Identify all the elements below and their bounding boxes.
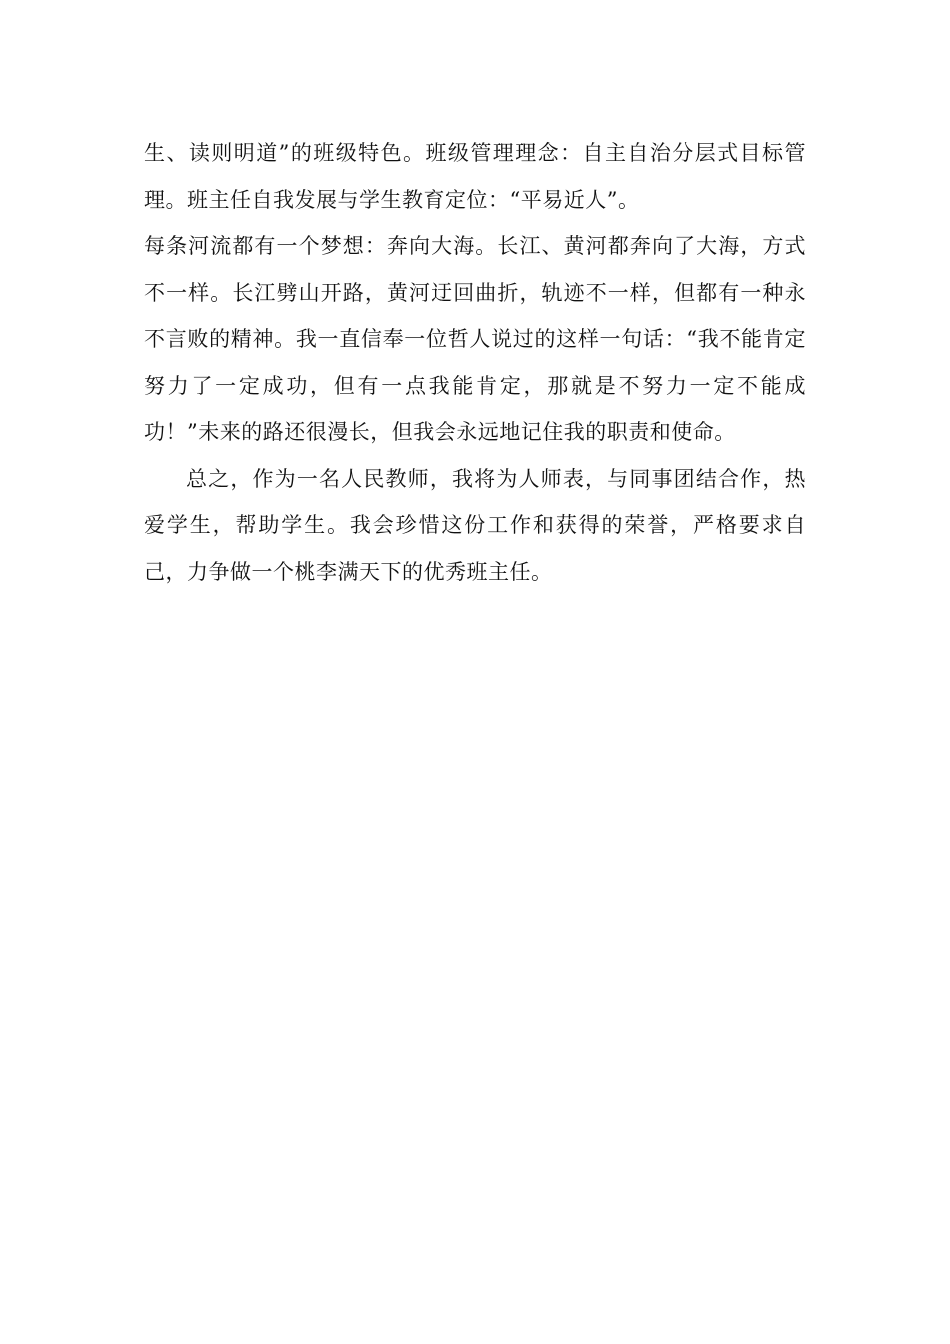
paragraph-conclusion: 总之，作为一名人民教师，我将为人师表，与同事团结合作，热爱学生，帮助学生。我会珍惜这份工作和获得的荣誉，严格要求自己，力争做一个桃李满天下的优秀班主任。: [144, 466, 806, 584]
paragraph-continued: 生、读则明道”的班级特色。班级管理理念：自主自治分层式目标管理。班主任自我发展与学生教育定位：“平易近人”。: [144, 141, 806, 212]
document-body: [144, 130, 806, 595]
paragraph-river-dream: 每条河流都有一个梦想：奔向大海。长江、黄河都奔向了大海，方式不一样。长江劈山开路，黄河迂回曲折，轨迹不一样，但都有一种永不言败的精神。我一直信奉一位哲人说过的这样一句话：“我不能肯定努力了一定成功，但有一点我能肯定，那就是不努力一定不能成功！”未来的路还很漫长，但我会永远地记住我的职责和使命。: [144, 234, 806, 444]
